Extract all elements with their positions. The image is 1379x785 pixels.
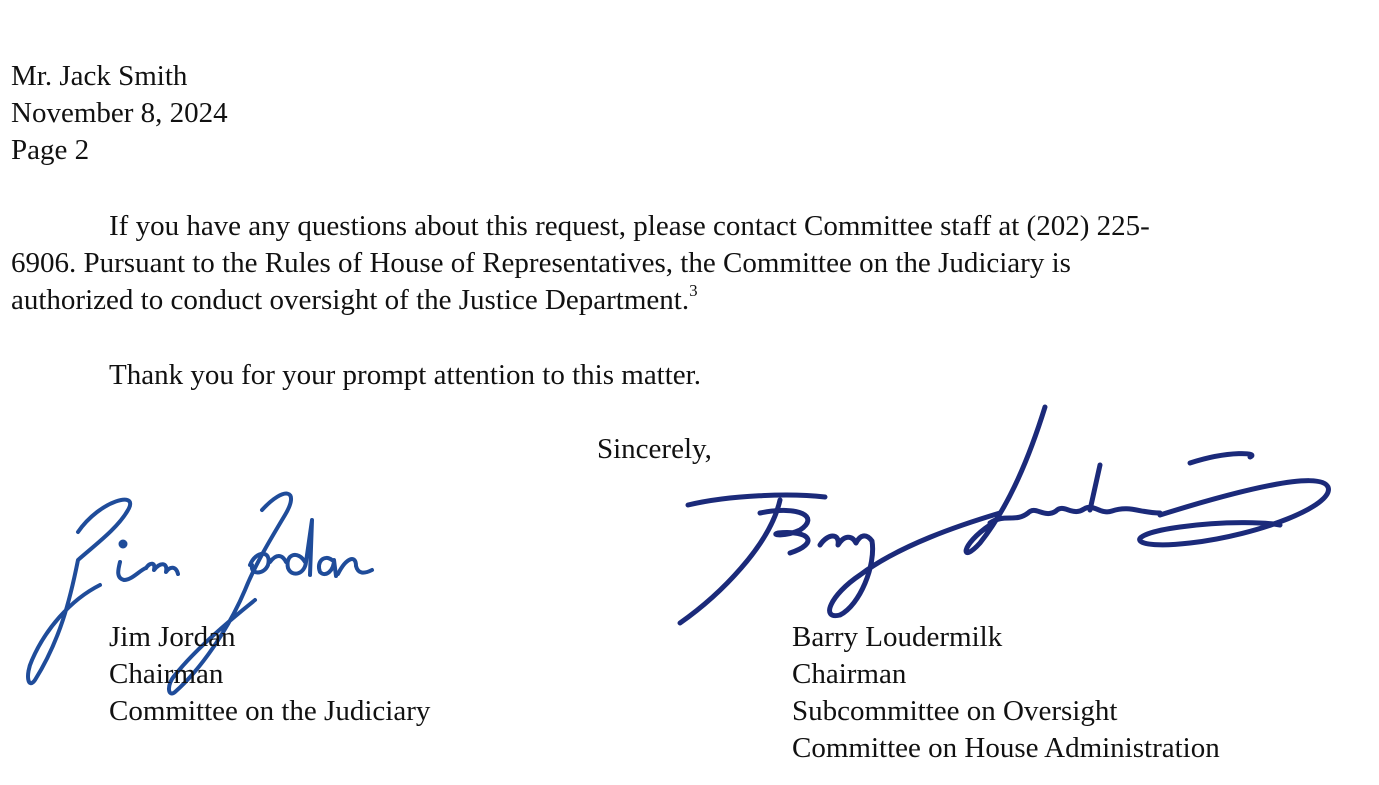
letter-header	[11, 58, 228, 169]
signatory-block-loudermilk	[792, 619, 1220, 767]
signatory-subcommittee: Subcommittee on Oversight	[792, 695, 1118, 727]
signatory-title: Chairman	[109, 658, 224, 690]
body-paragraph-thanks: Thank you for your prompt attention to this matter.	[109, 359, 701, 391]
signatory-block-jordan	[109, 619, 430, 730]
signatory-title: Chairman	[792, 658, 907, 690]
footnote-marker: 3	[689, 281, 698, 301]
signatory-committee: Committee on the Judiciary	[109, 695, 431, 727]
page-number: Page 2	[11, 134, 90, 166]
signatory-committee: Committee on House Administration	[792, 732, 1220, 764]
signatory-name: Barry Loudermilk	[792, 621, 1003, 653]
closing-salutation: Sincerely,	[597, 433, 712, 465]
letter-date: November 8, 2024	[11, 97, 228, 129]
paragraph-line: 6906. Pursuant to the Rules of House of Representatives, the Committee on the Judiciary is	[11, 247, 1071, 279]
paragraph-line: If you have any questions about this request, please contact Committee staff at (202) 225-	[109, 210, 1150, 242]
paragraph-line-text: authorized to conduct oversight of the Justice Department.	[11, 284, 690, 316]
body-paragraph-contact	[11, 208, 1311, 319]
paragraph-line-final	[11, 282, 1311, 319]
handwritten-signature-loudermilk-icon	[660, 395, 1360, 655]
signatory-name: Jim Jordan	[109, 621, 236, 653]
recipient-name: Mr. Jack Smith	[11, 60, 188, 92]
